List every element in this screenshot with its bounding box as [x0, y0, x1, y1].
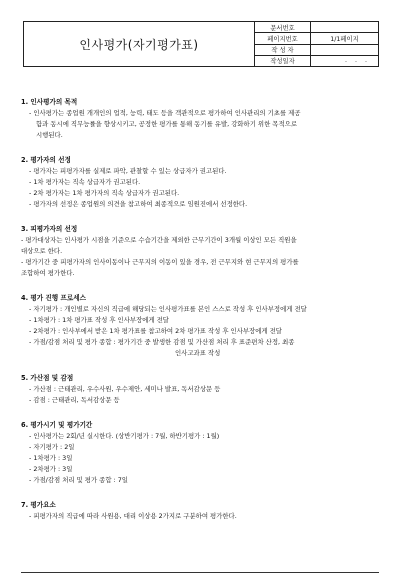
author-value [311, 45, 378, 55]
section-title: 1. 인사평가의 목적 [21, 98, 78, 106]
document-body [21, 97, 379, 536]
page-number-row [255, 33, 378, 44]
list-item: - 2차평가 : 인사부에서 받은 1차 평가표를 참고하여 2차 평가표 작성 후 인사부장에게 전달 [29, 327, 282, 335]
list-item: - 피평가자의 직급에 따라 사원용, 대리 이상용 2가지로 구분하여 평가한다. [29, 512, 237, 520]
section-text: 함과 동시에 직무능률을 향상시키고, 공정한 평가를 통해 동기를 유발, 강화하기 위한 목적으로 [36, 120, 297, 128]
date-row [255, 56, 378, 66]
list-item: - 1차 평가자는 직속 상급자가 권고된다. [29, 178, 141, 186]
section-title: 6. 평가시기 및 평가기간 [21, 421, 93, 429]
doc-number-row [255, 22, 378, 33]
section-text: - 인사평가는 종업원 개개인의 업적, 능력, 태도 등을 객관적으로 평가하여 인사관리의 기초를 제공 [29, 109, 301, 117]
section-title: 3. 피평가자의 선정 [21, 225, 78, 233]
section-text: - 평가대상자는 인사평가 시점을 기준으로 수습기간을 제외한 근무기간이 3개월 이상인 모든 직원을 [21, 236, 297, 244]
section-schedule [21, 420, 379, 486]
section-title: 4. 평가 진행 프로세스 [21, 294, 86, 302]
section-text: 대상으로 한다. [21, 247, 63, 255]
doc-number-value [311, 22, 378, 32]
list-item: - 감점 : 근태관리, 독서감상문 등 [29, 396, 120, 404]
section-text: - 평가기간 중 피평가자의 인사이동이나 근무지의 이동이 있을 경우, 전 근무지와 현 근무지의 평가를 [21, 258, 299, 266]
section-evaluatee [21, 224, 379, 279]
section-text: 시행된다. [36, 131, 63, 139]
section-elements [21, 500, 379, 522]
page-number-label: 페이지번호 [255, 33, 311, 43]
list-item: - 평가자의 선정은 종업원의 의견을 참고하여 최종적으로 임원진에서 선정한다. [29, 200, 248, 208]
list-item: - 2차 평가자는 1차 평가자의 직속 상급자가 권고된다. [29, 189, 180, 197]
author-label: 작 성 자 [255, 45, 311, 55]
section-purpose [21, 97, 379, 141]
document-header-table [23, 21, 379, 67]
list-item: - 가점/감점 처리 및 평가 종합 : 7일 [29, 476, 128, 484]
list-item: - 2차평가 : 3일 [29, 465, 73, 473]
footer-divider [21, 572, 379, 573]
list-item-continuation: 인사고과표 작성 [175, 349, 221, 357]
section-title: 7. 평가요소 [21, 501, 56, 509]
list-item: - 평가자는 피평가자를 실제로 파악, 관찰할 수 있는 상급자가 권고된다. [29, 167, 227, 175]
doc-number-label: 문서번호 [255, 22, 311, 32]
document-meta [255, 22, 378, 66]
section-process [21, 293, 379, 359]
list-item: - 1차평가 : 3일 [29, 454, 73, 462]
page-number-value: 1/1페이지 [330, 35, 359, 43]
author-row [255, 45, 378, 56]
document-title: 인사평가(자기평가표) [24, 22, 255, 66]
section-title: 2. 평가자의 선정 [21, 156, 71, 164]
section-bonus-penalty [21, 373, 379, 406]
list-item: - 가점/감점 처리 및 평가 종합 : 평가기간 중 발생한 감점 및 가산점 처리 후 표준편차 산정, 최종 [29, 338, 295, 346]
list-item: - 가산점 : 근태관리, 우수사원, 우수제안, 세미나 발표, 독서감상문 등 [29, 385, 221, 393]
date-label: 작성일자 [255, 56, 311, 66]
list-item: - 자기평가 : 개인별로 자신의 직급에 해당되는 인사평가표를 본인 스스로 작성 후 인사부정에게 전달 [29, 305, 307, 313]
list-item: - 자기평가 : 2일 [29, 443, 75, 451]
section-text: 조합하여 평가한다. [21, 269, 75, 277]
list-item: - 1차평가 : 1차 평가표 작성 후 인사부장에게 전달 [29, 316, 169, 324]
section-title: 5. 가산점 및 감점 [21, 374, 74, 382]
section-evaluator [21, 155, 379, 210]
date-value: . . . [344, 57, 370, 65]
list-item: - 인사평가는 2회/년 실시한다. (상반기평가 : 7월, 하반기평가 : 1월) [29, 432, 220, 440]
